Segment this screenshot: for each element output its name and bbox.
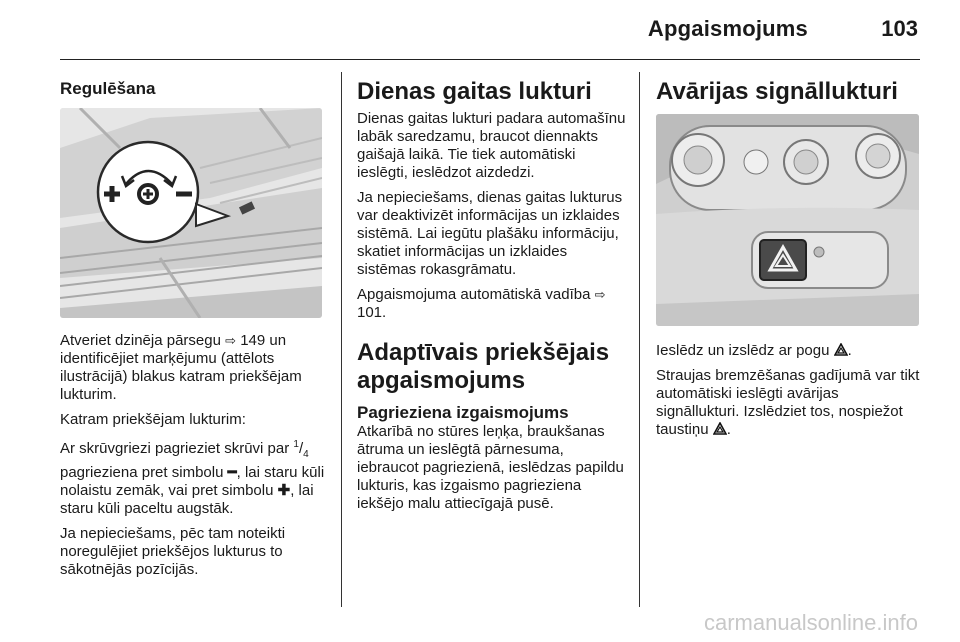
- paragraph-cornering-light: Atkarībā no stūres leņķa, braukšanas ātruma un ieslēgtā pārnesuma, iebraucot pagriezienā, ieslēdzas papildu lukturis, kas izgaismo pagrieziena iekšējo malu attiecīgajā pusē.: [357, 423, 624, 512]
- page-reference-link[interactable]: 101.: [357, 304, 387, 321]
- column-divider-1: [341, 72, 342, 607]
- headlamp-adjustment-illustration: [60, 108, 322, 318]
- plus-symbol-icon: ✚: [277, 482, 291, 499]
- minus-symbol-icon: ━: [227, 464, 237, 481]
- page-reference-link[interactable]: 149: [240, 332, 266, 349]
- subheading-cornering-light: Pagrieziena izgaismojums: [357, 403, 569, 422]
- paragraph-auto-light: Apgaismojuma automātiskā vadība ⇨ 101.: [357, 286, 606, 321]
- hazard-switch-illustration: [656, 114, 919, 326]
- hazard-triangle-icon: [713, 422, 727, 437]
- running-header-title: Apgaismojums: [647, 16, 808, 41]
- paragraph-each-headlamp: Katram priekšējam lukturim:: [60, 411, 246, 428]
- paragraph-drl-intro: Dienas gaitas lukturi padara automašīnu labāk saredzamu, braucot diennakts gaišajā laikā. Tie tiek automātiski ieslēgti, ieslēdzot aizdedzi.: [357, 110, 626, 181]
- watermark: carmanualsonline.info: [703, 610, 918, 635]
- paragraph-hazard-auto: Straujas bremzēšanas gadījumā var tikt automātiski ieslēgti avārijas signāllukturi. Izslēdziet tos, nospiežot taustiņu .: [656, 367, 920, 438]
- column-divider-2: [639, 72, 640, 607]
- paragraph-hazard-switch: Ieslēdz un izslēdz ar pogu .: [656, 342, 852, 359]
- paragraph-open-bonnet: Atveriet dzinēja pārsegu ⇨ 149 un identificējiet marķējumu (attēlots ilustrācijā) blakus katram priekšējam lukturim.: [60, 332, 302, 403]
- column-2: [357, 78, 629, 520]
- hazard-triangle-icon: [834, 343, 848, 358]
- paragraph-drl-deactivate: Ja nepieciešams, dienas gaitas lukturus var deaktivizēt informācijas un izklaides sistēmā. Lai iegūtu plašāku informāciju, skatiet informācijas un izklaides sistēmas rokasgrāmatu.: [357, 189, 623, 278]
- page-reference-arrow-icon: ⇨: [594, 287, 606, 302]
- section-heading-hazard-lights: Avārijas signāllukturi: [656, 78, 898, 105]
- paragraph-screwdriver: Ar skrūvgriezi pagrieziet skrūvi par $^1/_4$ pagrieziena pret simbolu ━, lai staru kūli nolaistu zemāk, vai pret simbolu ✚, lai staru kūli paceltu augstāk.: [60, 439, 325, 517]
- column-1: [60, 80, 328, 586]
- section-heading-adjustment: Regulēšana: [60, 79, 156, 98]
- page-number: 103: [881, 16, 918, 41]
- header-rule: [60, 59, 920, 60]
- page-reference-arrow-icon: ⇨: [225, 333, 237, 348]
- section-heading-adaptive-lighting: Adaptīvais priekšējais apgaismojums: [357, 339, 610, 394]
- section-heading-daytime-running-lights: Dienas gaitas lukturi: [357, 78, 592, 105]
- paragraph-readjust: Ja nepieciešams, pēc tam noteikti noregulējiet priekšējos lukturus to sākotnējās pozīcijās.: [60, 525, 286, 578]
- column-3: [656, 78, 922, 446]
